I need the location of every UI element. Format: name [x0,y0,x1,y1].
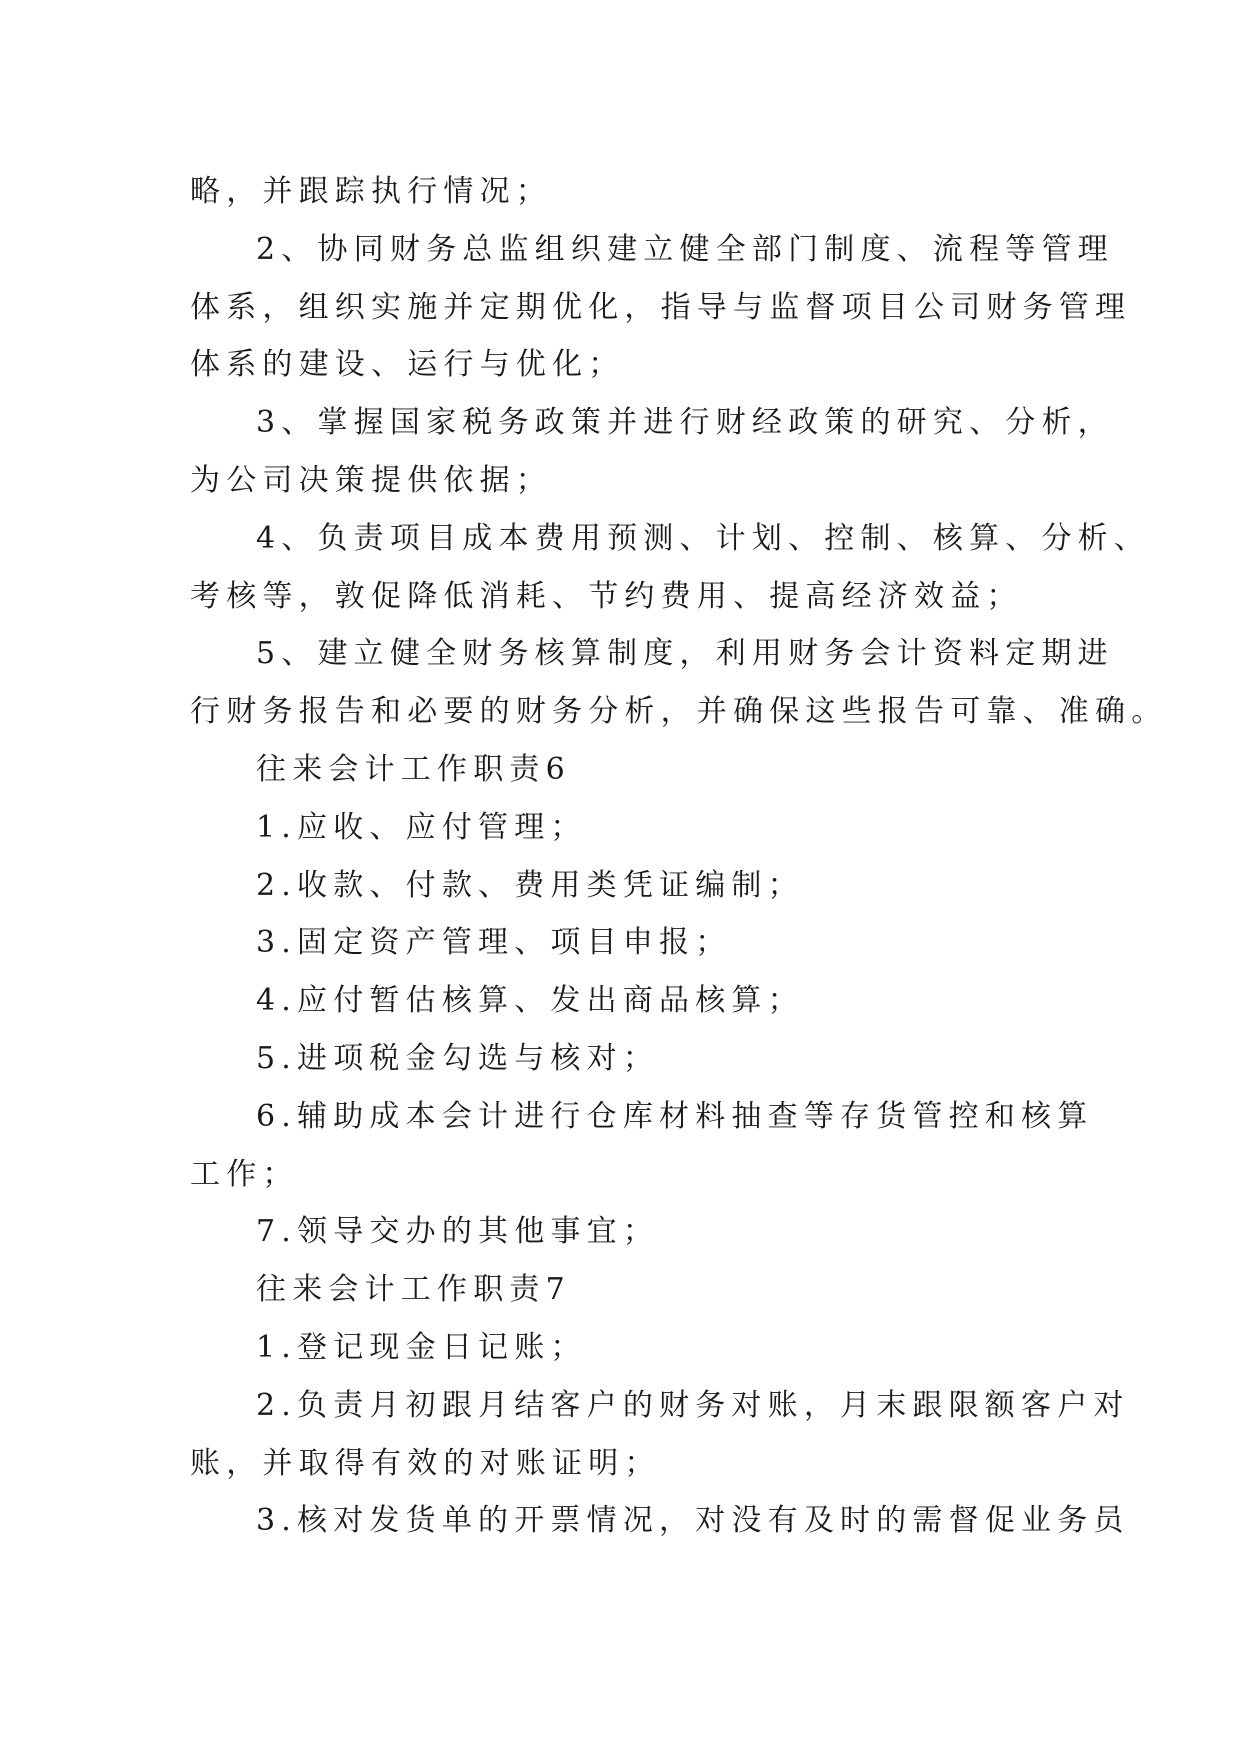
text-line: 2、协同财务总监组织建立健全部门制度、流程等管理 [256,231,1114,267]
text-line: 3、掌握国家税务政策并进行财经政策的研究、分析， [256,405,1114,441]
text-line: 4、负责项目成本费用预测、计划、控制、核算、分析、 [256,520,1151,556]
list-item: 6.辅助成本会计进行仓库材料抽查等存货管控和核算 [256,1098,1094,1134]
text-line: 5、建立健全财务核算制度，利用财务会计资料定期进 [256,636,1114,672]
section-heading: 往来会计工作职责6 [256,751,571,787]
text-line: 略，并跟踪执行情况； [190,174,552,209]
list-item: 2.收款、付款、费用类凭证编制； [256,867,804,903]
text-line: 行财务报告和必要的财务分析，并确保这些报告可靠、准确。 [190,694,1168,730]
list-item: 1.登记现金日记账； [256,1329,587,1365]
document-body [190,163,1168,1550]
list-item: 1.应收、应付管理； [256,809,587,845]
text-line: 体系的建设、运行与优化； [190,347,625,383]
text-line: 账，并取得有效的对账证明； [190,1445,661,1481]
list-item: 3.固定资产管理、项目申报； [256,925,732,961]
list-item: 4.应付暂估核算、发出商品核算； [256,983,804,1019]
list-item: 7.领导交办的其他事宜； [256,1214,660,1250]
text-line: 工作； [190,1156,299,1192]
list-item: 2.负责月初跟月结客户的财务对账，月末跟限额客户对 [256,1387,1130,1423]
list-item: 5.进项税金勾选与核对； [256,1040,660,1076]
text-line: 考核等，敦促降低消耗、节约费用、提高经济效益； [190,578,1023,614]
text-line: 体系，组织实施并定期优化，指导与监督项目公司财务管理 [190,289,1132,325]
section-heading: 往来会计工作职责7 [256,1272,571,1308]
text-line: 为公司决策提供依据； [190,462,552,498]
list-item: 3.核对发货单的开票情况，对没有及时的需督促业务员 [256,1503,1130,1539]
